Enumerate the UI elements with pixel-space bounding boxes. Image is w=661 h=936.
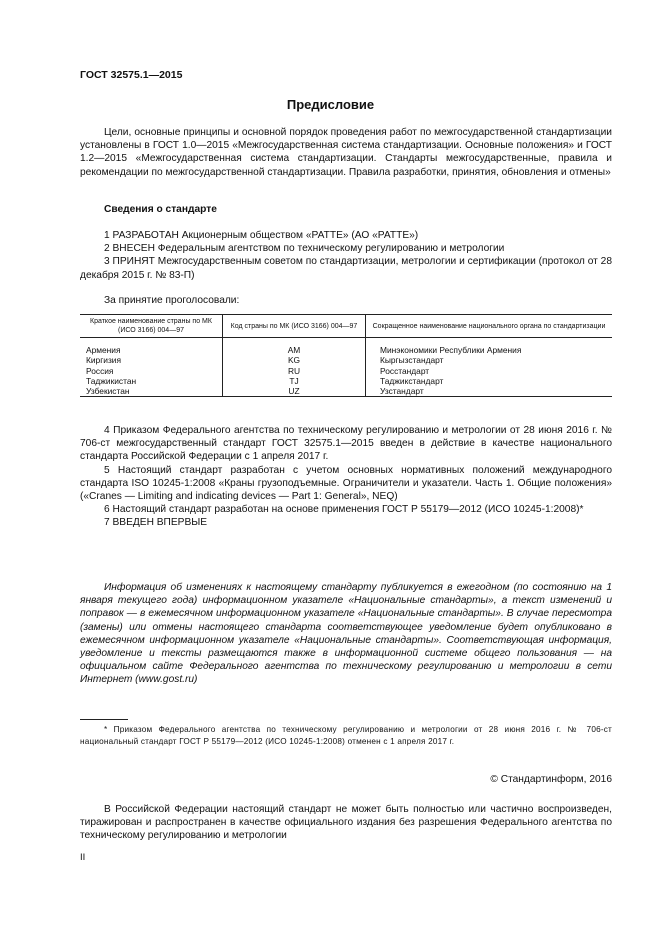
voting-table <box>80 314 612 397</box>
changes-info-paragraph: Информация об изменениях к настоящему стандарту публикуется в ежегодном (по состоянию на 1 января текущего года) информационном указателе «Национальные стандарты», а текст изменений и поправок — в ежемесячном информационном указателе «Национальные стандарты». В случае пересмотра (замены) или отмены настоящего стандарта соответствующее уведомление будет опубликовано в ежемесячном информационном указателе «Национальные стандарты». Соответствующая информация, уведомление и тексты размещаются также в информационной системе общего пользования — на официальном сайте Федерального агентства по техническому регулированию и метрологии в сети Интернет (www.gost.ru) <box>80 582 612 686</box>
country-cell: Киргизия <box>86 355 122 366</box>
footnote: * Приказом Федерального агентства по техническому регулированию и метрологии от 28 июня 2016 г. № 706-ст национальный стандарт ГОСТ Р 55179—2012 (ИСО 10245-1:2008) отменен с 1 апреля 2017 г. <box>80 725 612 746</box>
code-cell: RU <box>223 366 366 376</box>
list-item: 5 Настоящий стандарт разработан с учетом основных нормативных положений международного стандарта ISO 10245-1:2008 «Краны грузоподъемные. Ограничители и указатели. Часть 1. Общие положения» («Cranes — Limiting and indicating devices — Part 1: General», NEQ) <box>80 464 612 503</box>
list-item: 7 ВВЕДЕН ВПЕРВЫЕ <box>104 517 208 529</box>
table-header-row <box>80 315 612 338</box>
page-title: Предисловие <box>286 97 375 112</box>
body-cell: Росстандарт <box>366 366 613 376</box>
footnote-divider <box>80 719 128 720</box>
column-header-body: Сокращенное наименование национального органа по стандартизации <box>366 315 613 338</box>
column-header-country: Краткое наименование страны по МК (ИСО 3166) 004—97 <box>80 315 223 338</box>
rights-notice: В Российской Федерации настоящий стандарт не может быть полностью или частично воспроизведен, тиражирован и распространен в качестве официального издания без разрешения Федерального агентства по техническому регулированию и метрологии <box>80 804 612 842</box>
body-cell: Таджикстандарт <box>366 376 613 386</box>
body-cell: Кыргызстандарт <box>366 355 613 365</box>
list-item: 6 Настоящий стандарт разработан на основе применения ГОСТ Р 55179—2012 (ИСО 10245-1:2008)* <box>104 504 584 516</box>
table-row <box>80 376 612 386</box>
table-row <box>80 355 612 365</box>
table-row <box>80 338 612 356</box>
country-cell: Узбекистан <box>80 386 223 397</box>
adoption-info-list <box>80 424 612 530</box>
code-cell: UZ <box>223 386 366 397</box>
standard-info-list <box>80 229 612 282</box>
column-header-code: Код страны по МК (ИСО 3166) 004—97 <box>223 315 366 338</box>
info-heading: Сведения о стандарте <box>104 204 217 215</box>
country-cell: Армения <box>86 345 121 355</box>
country-cell: Россия <box>86 365 114 376</box>
code-cell: KG <box>223 355 366 365</box>
voted-label: За принятие проголосовали: <box>104 295 240 306</box>
list-item: 1 РАЗРАБОТАН Акционерным обществом «РАТТЕ» (АО «РАТТЕ») <box>104 230 419 241</box>
code-cell: TJ <box>223 376 366 386</box>
table-row <box>80 386 612 397</box>
list-item: 2 ВНЕСЕН Федеральным агентством по техническому регулированию и метрологии <box>104 243 505 255</box>
copyright: © Стандартинформ, 2016 <box>490 774 612 785</box>
body-cell: Узстандарт <box>366 386 613 397</box>
country-cell: Таджикистан <box>86 375 137 386</box>
code-cell: AM <box>223 338 366 356</box>
list-item: 4 Приказом Федерального агентства по техническому регулированию и метрологии от 28 июня 2016 г. № 706-ст межгосударственный стандарт ГОСТ 32575.1—2015 введен в действие в качестве национального стандарта Российской Федерации с 1 апреля 2017 г. <box>80 425 612 463</box>
intro-paragraph: Цели, основные принципы и основной порядок проведения работ по межгосударственной стандартизации установлены в ГОСТ 1.0—2015 «Межгосударственная система стандартизации. Основные положения» и ГОСТ 1.2—2015 «Межгосударственная система стандартизации. Стандарты межгосударственные, правила и рекомендации по межгосударственной стандартизации. Правила разработки, принятия, обновления и отмены» <box>80 127 612 178</box>
page-number: II <box>80 852 86 863</box>
body-cell: Минэкономики Республики Армения <box>366 338 613 356</box>
list-item: 3 ПРИНЯТ Межгосударственным советом по стандартизации, метрологии и сертификации (протокол от 28 декабря 2015 г. № 83-П) <box>80 256 612 281</box>
table-row <box>80 366 612 376</box>
document-id: ГОСТ 32575.1—2015 <box>80 69 183 81</box>
